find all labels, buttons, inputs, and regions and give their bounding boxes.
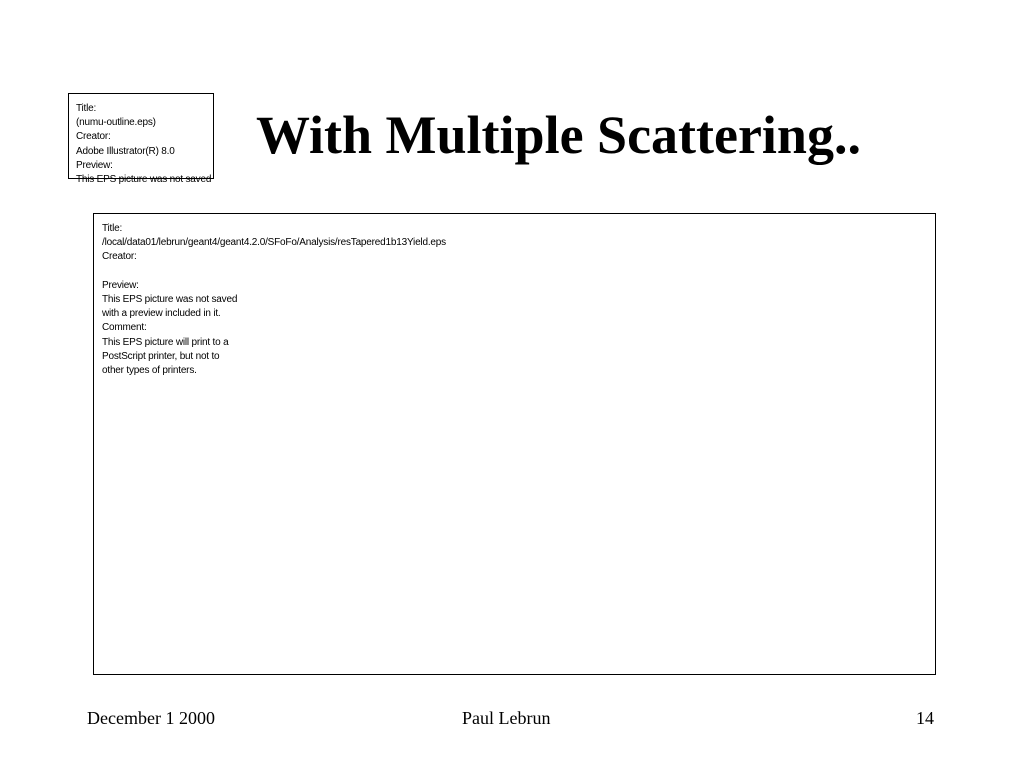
eps-line: Comment: [102,322,147,334]
eps-placeholder-small [68,93,214,186]
eps-line: This EPS picture was not saved [76,174,212,186]
eps-line: other types of printers. [102,365,197,377]
eps-line: Title: [76,103,97,114]
slide-title: With Multiple Scattering.. [256,105,861,165]
eps-line: This EPS picture will print to a [102,336,229,348]
eps-line: (numu-outline.eps) [76,117,156,129]
eps-line-blank [102,265,935,279]
eps-line: Creator: [102,251,137,263]
eps-line: PostScript printer, but not to [102,350,220,362]
footer-date: December 1 2000 [87,708,215,728]
eps-line: This EPS picture was not saved [102,294,238,305]
eps-line: Creator: [76,131,111,143]
eps-placeholder-large [93,213,936,675]
eps-line: Adobe Illustrator(R) 8.0 [76,145,175,157]
eps-line: Preview: [76,159,113,171]
eps-line: Preview: [102,279,139,291]
footer-page-number: 14 [916,708,934,728]
eps-line: Title: [102,223,123,234]
eps-line: with a preview included in it. [102,308,221,320]
eps-line: /local/data01/lebrun/geant4/geant4.2.0/SFoFo/Analysis/resTapered1b13Yield.eps [102,237,446,249]
footer-author: Paul Lebrun [462,708,551,728]
